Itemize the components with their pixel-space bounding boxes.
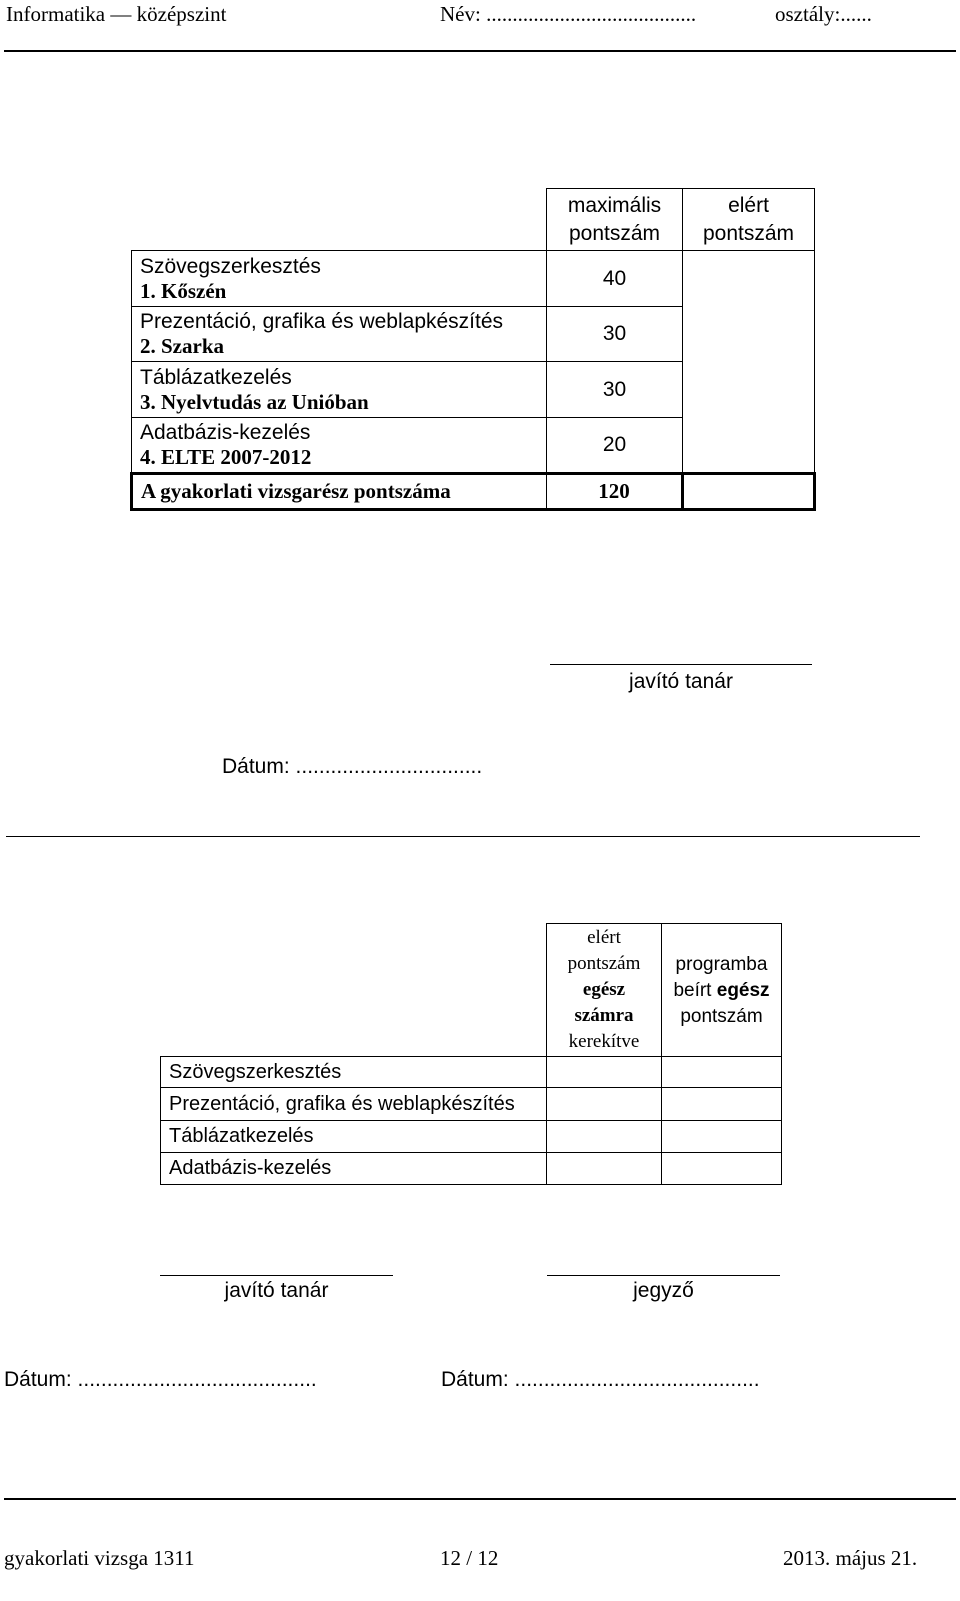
section-divider (6, 836, 920, 837)
task-title: 1. Kőszén (140, 278, 227, 303)
program-score-cell[interactable] (662, 1088, 782, 1121)
task-category: Adatbázis-kezelés (140, 421, 311, 444)
header-class-field: osztály:...... (775, 2, 872, 26)
max-score: 20 (547, 418, 683, 474)
table-row (161, 1121, 782, 1153)
col-max-header (547, 189, 683, 251)
score-table-blank (132, 189, 547, 251)
program-score-cell[interactable] (662, 1057, 782, 1088)
col-program-label: programba (675, 954, 768, 975)
col-max-label: maximális pontszám (567, 193, 662, 245)
task-title: 3. Nyelvtudás az Unióban (140, 389, 369, 414)
rounded-score-cell[interactable] (547, 1057, 662, 1088)
col-rounded-label: egész (582, 979, 626, 1000)
signature-role: javító tanár (224, 1279, 329, 1302)
signature-line (550, 664, 812, 665)
signature-line (547, 1275, 780, 1276)
area-label: Szövegszerkesztés (161, 1057, 547, 1088)
date-field: Dátum: ................................ (222, 755, 483, 778)
header-subject: Informatika — középszint (6, 2, 227, 26)
max-score: 30 (547, 307, 683, 362)
rounded-table-blank (161, 924, 547, 1057)
task-title: 2. Szarka (140, 334, 224, 358)
table-row (161, 1057, 782, 1088)
col-program-label: beírt (673, 980, 717, 1001)
score-table (130, 188, 816, 511)
reached-score-cell[interactable] (683, 251, 815, 474)
total-reached-cell[interactable] (683, 474, 815, 510)
signature-role: javító tanár (629, 670, 733, 693)
date-field: Dátum: .......................................... (441, 1368, 760, 1391)
area-label: Prezentáció, grafika és weblapkészítés (161, 1088, 547, 1121)
footer-exam-code: gyakorlati vizsga 1311 (4, 1546, 195, 1570)
col-rounded-label: kerekítve (568, 1031, 640, 1052)
total-max-score: 120 (547, 474, 683, 510)
rounded-score-cell[interactable] (547, 1153, 662, 1185)
header-name-field: Név: ........................................ (440, 2, 697, 26)
col-program-label: pontszám (680, 1006, 763, 1027)
col-program-label: egész (716, 980, 770, 1001)
table-row (161, 1153, 782, 1185)
rounded-score-cell[interactable] (547, 1121, 662, 1153)
program-score-cell[interactable] (662, 1121, 782, 1153)
total-row (132, 474, 815, 510)
task-cell (132, 418, 547, 474)
program-score-cell[interactable] (662, 1153, 782, 1185)
col-reached-label: elért pontszám (702, 193, 795, 245)
footer-date: 2013. május 21. (783, 1546, 918, 1570)
rounded-score-cell[interactable] (547, 1088, 662, 1121)
col-rounded-label: számra (574, 1005, 634, 1026)
task-cell (132, 307, 547, 362)
task-cell (132, 251, 547, 307)
footer-page-number: 12 / 12 (440, 1546, 499, 1570)
task-category: Táblázatkezelés (140, 365, 292, 389)
header-divider (4, 50, 956, 52)
table-row (161, 1088, 782, 1121)
area-label: Adatbázis-kezelés (161, 1153, 547, 1185)
task-category: Szövegszerkesztés (140, 254, 321, 278)
max-score: 40 (547, 251, 683, 307)
task-title: 4. ELTE 2007-2012 (140, 445, 312, 469)
area-label: Táblázatkezelés (161, 1121, 547, 1153)
col-rounded-header (547, 924, 662, 1057)
date-field: Dátum: ......................................... (4, 1368, 317, 1391)
col-rounded-label: pontszám (567, 953, 641, 974)
rounded-score-table (160, 923, 782, 1185)
task-category: Prezentáció, grafika és weblapkészítés (140, 310, 504, 333)
max-score: 30 (547, 362, 683, 418)
col-rounded-label: elért (587, 927, 621, 948)
signature-role: jegyző (633, 1279, 694, 1302)
table-row (132, 251, 815, 307)
task-cell (132, 362, 547, 418)
col-reached-header (683, 189, 815, 251)
footer-divider (4, 1498, 956, 1500)
col-program-header (662, 924, 782, 1057)
total-label: A gyakorlati vizsgarész pontszáma (132, 474, 547, 510)
signature-line (160, 1275, 393, 1276)
